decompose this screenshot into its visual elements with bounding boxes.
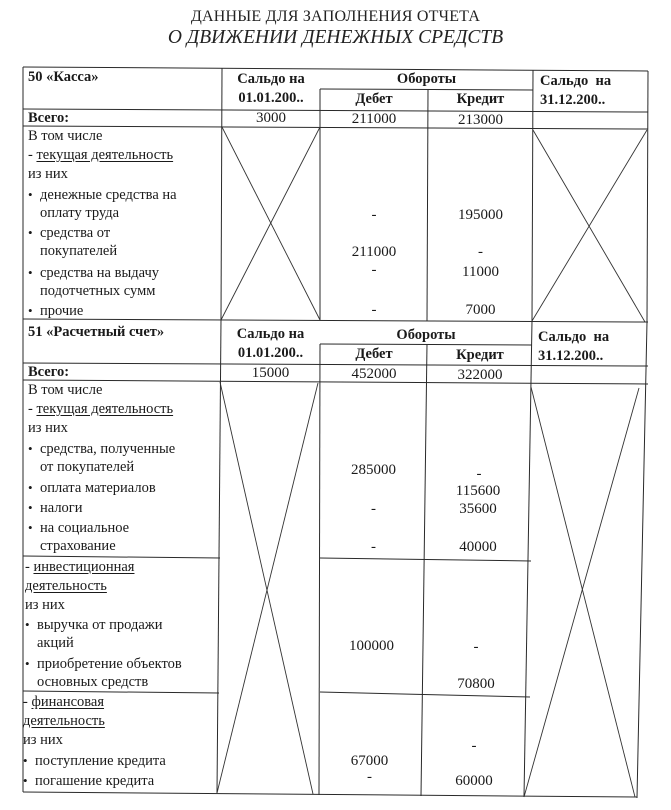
item-credit: - <box>471 738 477 754</box>
item-credit: 70800 <box>457 676 495 692</box>
list-item: • выручка от продажи <box>25 615 163 635</box>
list-item: • на социальное <box>28 518 129 538</box>
opening-balance-header <box>222 70 320 108</box>
list-item-cont: от покупателей <box>40 459 135 475</box>
list-item-cont: подотчетных сумм <box>40 283 156 299</box>
total-debit: 452000 <box>351 366 397 382</box>
opening-balance-line2: 01.01.200.. <box>237 345 304 361</box>
opening-balance-line2: 01.01.200.. <box>238 90 304 106</box>
activity-title: инвестиционная <box>33 559 135 575</box>
of-which-label: из них <box>25 597 65 613</box>
document-subtitle: О ДВИЖЕНИИ ДЕНЕЖНЫХ СРЕДСТВ <box>167 27 504 48</box>
turnover-header: Обороты <box>396 71 457 87</box>
account-name: 50 «Касса» <box>28 69 99 85</box>
list-item: • оплата материалов <box>28 478 156 498</box>
activity-title-line2: деятельность <box>25 578 107 594</box>
activity-financial: - финансовая <box>23 694 105 710</box>
credit-header: Кредит <box>456 347 504 363</box>
activity-title: финансовая <box>31 694 105 710</box>
including-label: В том числе <box>28 128 103 144</box>
debit-header: Дебет <box>355 91 393 107</box>
cross-opening-51 <box>220 382 313 794</box>
item-debit: - <box>371 262 377 278</box>
list-item: • налоги <box>28 498 83 518</box>
opening-balance-line1: Сальдо на <box>236 326 305 342</box>
activity-title-cont <box>25 577 107 596</box>
of-which-label: из них <box>28 166 68 182</box>
item-debit: 100000 <box>349 638 394 654</box>
activity-investment: - инвестиционная <box>25 559 135 575</box>
total-credit: 322000 <box>457 367 503 383</box>
item-credit: 115600 <box>455 483 501 499</box>
including-label: В том числе <box>28 382 103 398</box>
list-item-cont: покупателей <box>40 243 118 259</box>
of-which-label: из них <box>23 732 63 748</box>
credit-header: Кредит <box>456 91 505 107</box>
item-debit: - <box>371 302 377 318</box>
item-credit: 35600 <box>459 501 497 517</box>
item-credit: 195000 <box>458 207 503 223</box>
document-title: ДАННЫЕ ДЛЯ ЗАПОЛНЕНИЯ ОТЧЕТА <box>190 8 481 25</box>
activity-title: текущая деятельность <box>36 147 174 163</box>
total-credit: 213000 <box>458 112 503 128</box>
item-credit: - <box>473 639 479 655</box>
list-item: • средства от <box>28 223 110 243</box>
item-debit: 211000 <box>351 244 397 260</box>
activity-title-line2: деятельность <box>23 713 105 729</box>
total-label: Всего: <box>28 364 70 380</box>
closing-balance-header <box>538 328 609 366</box>
of-which-label: из них <box>28 420 68 436</box>
list-item: • приобретение объектов <box>25 654 182 674</box>
activity-title: текущая деятельность <box>36 401 174 417</box>
list-item: • поступление кредита <box>23 751 166 771</box>
turnover-header: Обороты <box>396 327 456 343</box>
closing-balance-line1: Сальдо на <box>540 73 612 89</box>
list-item: • прочие <box>28 301 83 321</box>
activity-title-cont <box>23 712 105 731</box>
list-item-cont: страхование <box>40 538 116 554</box>
opening-balance-header <box>221 325 320 363</box>
total-opening: 3000 <box>256 110 286 126</box>
item-credit: - <box>478 244 483 260</box>
item-debit: 285000 <box>351 462 396 478</box>
item-debit: - <box>367 769 372 785</box>
closing-balance-line2: 31.12.200.. <box>540 92 606 108</box>
item-credit: - <box>476 466 482 482</box>
cross-closing-51 <box>531 387 635 797</box>
activity-current: - текущая деятельность <box>28 401 174 417</box>
item-debit: - <box>371 539 376 555</box>
total-label: Всего: <box>28 110 70 126</box>
total-opening: 15000 <box>251 365 290 381</box>
item-credit: 7000 <box>465 302 496 318</box>
item-debit: - <box>371 501 376 517</box>
list-item-cont: акций <box>37 635 74 651</box>
total-debit: 211000 <box>351 111 397 127</box>
item-credit: 40000 <box>459 539 497 555</box>
activity-current: - текущая деятельность <box>28 147 174 163</box>
closing-balance-line1: Сальдо на <box>538 329 610 345</box>
list-item: • средства на выдачу <box>28 263 159 283</box>
opening-balance-line1: Сальдо на <box>237 71 305 87</box>
item-debit: - <box>371 207 377 223</box>
list-item: • денежные средства на <box>28 185 177 205</box>
closing-balance-line2: 31.12.200.. <box>538 348 604 364</box>
closing-balance-header <box>540 72 611 110</box>
account-name: 51 «Расчетный счет» <box>28 324 165 340</box>
list-item: • погашение кредита <box>23 771 154 791</box>
debit-header: Дебет <box>355 346 393 362</box>
list-item-cont: оплату труда <box>40 205 120 221</box>
list-item-cont: основных средств <box>37 674 149 690</box>
item-credit: 60000 <box>455 773 493 789</box>
list-item: • средства, полученные <box>28 439 175 459</box>
item-credit: 11000 <box>462 264 499 280</box>
item-debit: 67000 <box>350 753 389 769</box>
